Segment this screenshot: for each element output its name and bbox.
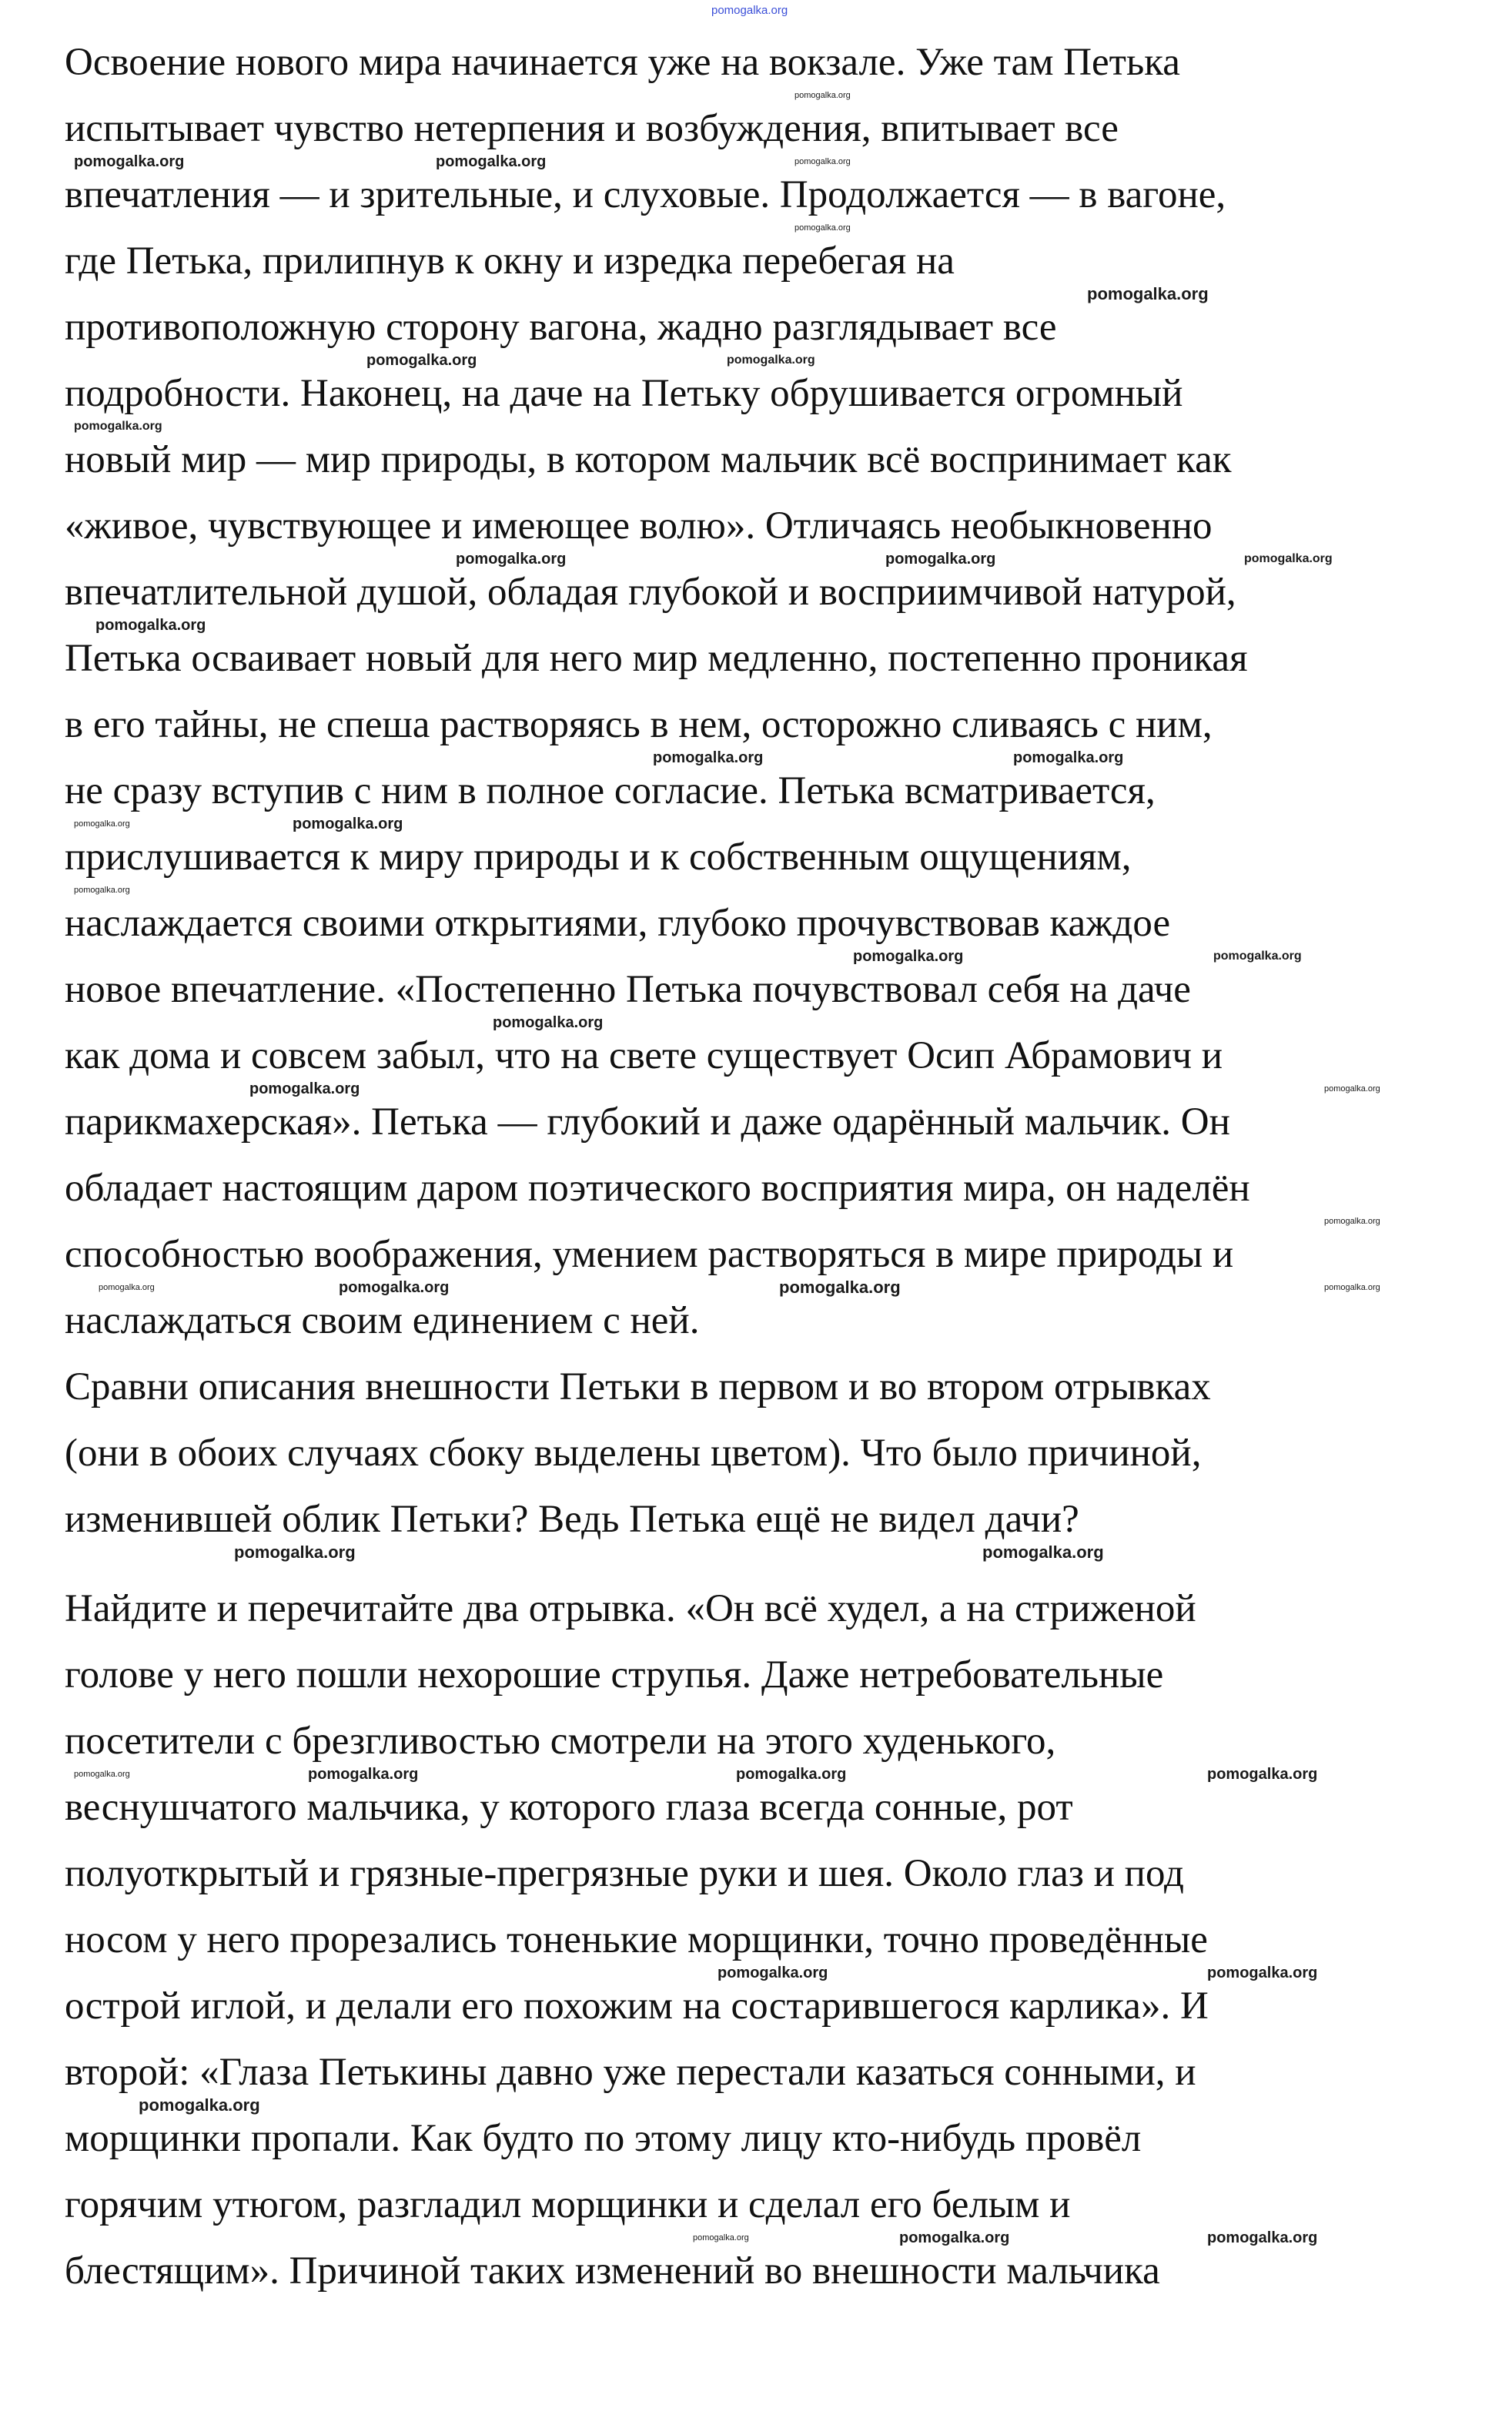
text-line: носом у него прорезались тоненькие морщинки, точно проведённые: [65, 1918, 1208, 1961]
text-line: в его тайны, не спеша растворяясь в нем, осторожно сливаясь с ним,: [65, 703, 1213, 746]
watermark: pomogalka.org: [853, 948, 964, 965]
watermark: pomogalka.org: [1324, 1283, 1380, 1292]
text-line: наслаждаться своим единением с ней.: [65, 1299, 700, 1342]
watermark: pomogalka.org: [436, 153, 547, 170]
watermark: pomogalka.org: [885, 551, 996, 568]
text-line: горячим утюгом, разгладил морщинки и сделал его белым и: [65, 2183, 1071, 2226]
watermark: pomogalka.org: [1213, 950, 1302, 963]
text-line: изменившей облик Петьки? Ведь Петька ещё не видел дачи?: [65, 1498, 1079, 1541]
watermark: pomogalka.org: [794, 157, 851, 166]
watermark: pomogalka.org: [727, 353, 815, 367]
watermark: pomogalka.org: [74, 819, 130, 829]
watermark: pomogalka.org: [1324, 1084, 1380, 1094]
text-line: испытывает чувство нетерпения и возбуждения, впитывает все: [65, 107, 1119, 150]
text-line: наслаждается своими открытиями, глубоко прочувствовав каждое: [65, 902, 1171, 945]
watermark: pomogalka.org: [982, 1542, 1104, 1562]
watermark: pomogalka.org: [1207, 2229, 1318, 2246]
watermark: pomogalka.org: [99, 1283, 155, 1292]
watermark: pomogalka.org: [74, 886, 130, 895]
watermark: pomogalka.org: [1087, 284, 1209, 303]
watermark: pomogalka.org: [1207, 1766, 1318, 1783]
text-line: посетители с брезгливостью смотрели на этого худенького,: [65, 1720, 1056, 1763]
watermark: pomogalka.org: [653, 749, 764, 766]
text-line: обладает настоящим даром поэтического восприятия мира, он наделён: [65, 1167, 1250, 1210]
watermark: pomogalka.org: [736, 1766, 847, 1783]
watermark: pomogalka.org: [779, 1278, 901, 1297]
watermark: pomogalka.org: [95, 617, 206, 634]
watermark: pomogalka.org: [1013, 749, 1124, 766]
watermark: pomogalka.org: [234, 1542, 356, 1562]
text-line: где Петька, прилипнув к окну и изредка перебегая на: [65, 239, 955, 283]
paragraph-2: [65, 1586, 1209, 2315]
text-line: Освоение нового мира начинается уже на вокзале. Уже там Петька: [65, 41, 1180, 84]
watermark: pomogalka.org: [711, 4, 788, 17]
watermark: pomogalka.org: [794, 223, 851, 233]
text-line: новое впечатление. «Постепенно Петька почувствовал себя на даче: [65, 968, 1191, 1011]
watermark: pomogalka.org: [493, 1014, 604, 1031]
watermark: pomogalka.org: [74, 1770, 130, 1779]
watermark: pomogalka.org: [74, 153, 185, 170]
watermark: pomogalka.org: [308, 1766, 419, 1783]
text-line: способностью воображения, умением растворяться в мире природы и: [65, 1233, 1234, 1276]
text-line: новый мир — мир природы, в котором мальчик всё воспринимает как: [65, 438, 1232, 481]
watermark: pomogalka.org: [1207, 1964, 1318, 1981]
text-line: не сразу вступив с ним в полное согласие. Петька всматривается,: [65, 769, 1156, 812]
watermark: pomogalka.org: [74, 420, 162, 433]
text-line: Петька осваивает новый для него мир медленно, постепенно проникая: [65, 637, 1248, 680]
text-line: голове у него пошли нехорошие струпья. Даже нетребовательные: [65, 1653, 1164, 1697]
text-line: веснушчатого мальчика, у которого глаза всегда сонные, рот: [65, 1786, 1073, 1829]
watermark: pomogalka.org: [794, 91, 851, 100]
watermark: pomogalka.org: [1244, 552, 1333, 565]
watermark: pomogalka.org: [1324, 1217, 1380, 1226]
text-line: подробности. Наконец, на даче на Петьку обрушивается огромный: [65, 372, 1183, 415]
text-line: блестящим». Причиной таких изменений во внешности мальчика: [65, 2249, 1160, 2293]
text-line: парикмахерская». Петька — глубокий и даже одарённый мальчик. Он: [65, 1100, 1230, 1144]
text-line: (они в обоих случаях сбоку выделены цветом). Что было причиной,: [65, 1432, 1202, 1475]
text-line: как дома и совсем забыл, что на свете существует Осип Абрамович и: [65, 1034, 1223, 1077]
text-line: Сравни описания внешности Петьки в первом и во втором отрывках: [65, 1365, 1211, 1408]
watermark: pomogalka.org: [899, 2229, 1010, 2246]
watermark: pomogalka.org: [339, 1279, 450, 1296]
watermark: pomogalka.org: [693, 2233, 749, 2242]
text-line: «живое, чувствующее и имеющее волю». Отличаясь необыкновенно: [65, 504, 1213, 548]
watermark: pomogalka.org: [139, 2095, 260, 2115]
text-line: полуоткрытый и грязные-прегрязные руки и шея. Около глаз и под: [65, 1852, 1184, 1895]
text-line: впечатления — и зрительные, и слуховые. Продолжается — в вагоне,: [65, 173, 1226, 216]
watermark: pomogalka.org: [293, 816, 403, 832]
text-line: острой иглой, и делали его похожим на состарившегося карлика». И: [65, 1985, 1209, 2028]
watermark: pomogalka.org: [249, 1080, 360, 1097]
text-line: впечатлительной душой, обладая глубокой и восприимчивой натурой,: [65, 571, 1236, 614]
watermark: pomogalka.org: [718, 1964, 828, 1981]
watermark: pomogalka.org: [366, 352, 477, 369]
text-line: прислушивается к миру природы и к собственным ощущениям,: [65, 836, 1132, 879]
text-line: второй: «Глаза Петькины давно уже перестали казаться сонными, и: [65, 2051, 1196, 2094]
text-line: Найдите и перечитайте два отрывка. «Он всё худел, а на стриженой: [65, 1587, 1196, 1630]
paragraph-1: [65, 40, 1250, 1563]
watermark: pomogalka.org: [456, 551, 567, 568]
text-line: противоположную сторону вагона, жадно разглядывает все: [65, 306, 1057, 349]
text-line: морщинки пропали. Как будто по этому лицу кто-нибудь провёл: [65, 2117, 1142, 2160]
